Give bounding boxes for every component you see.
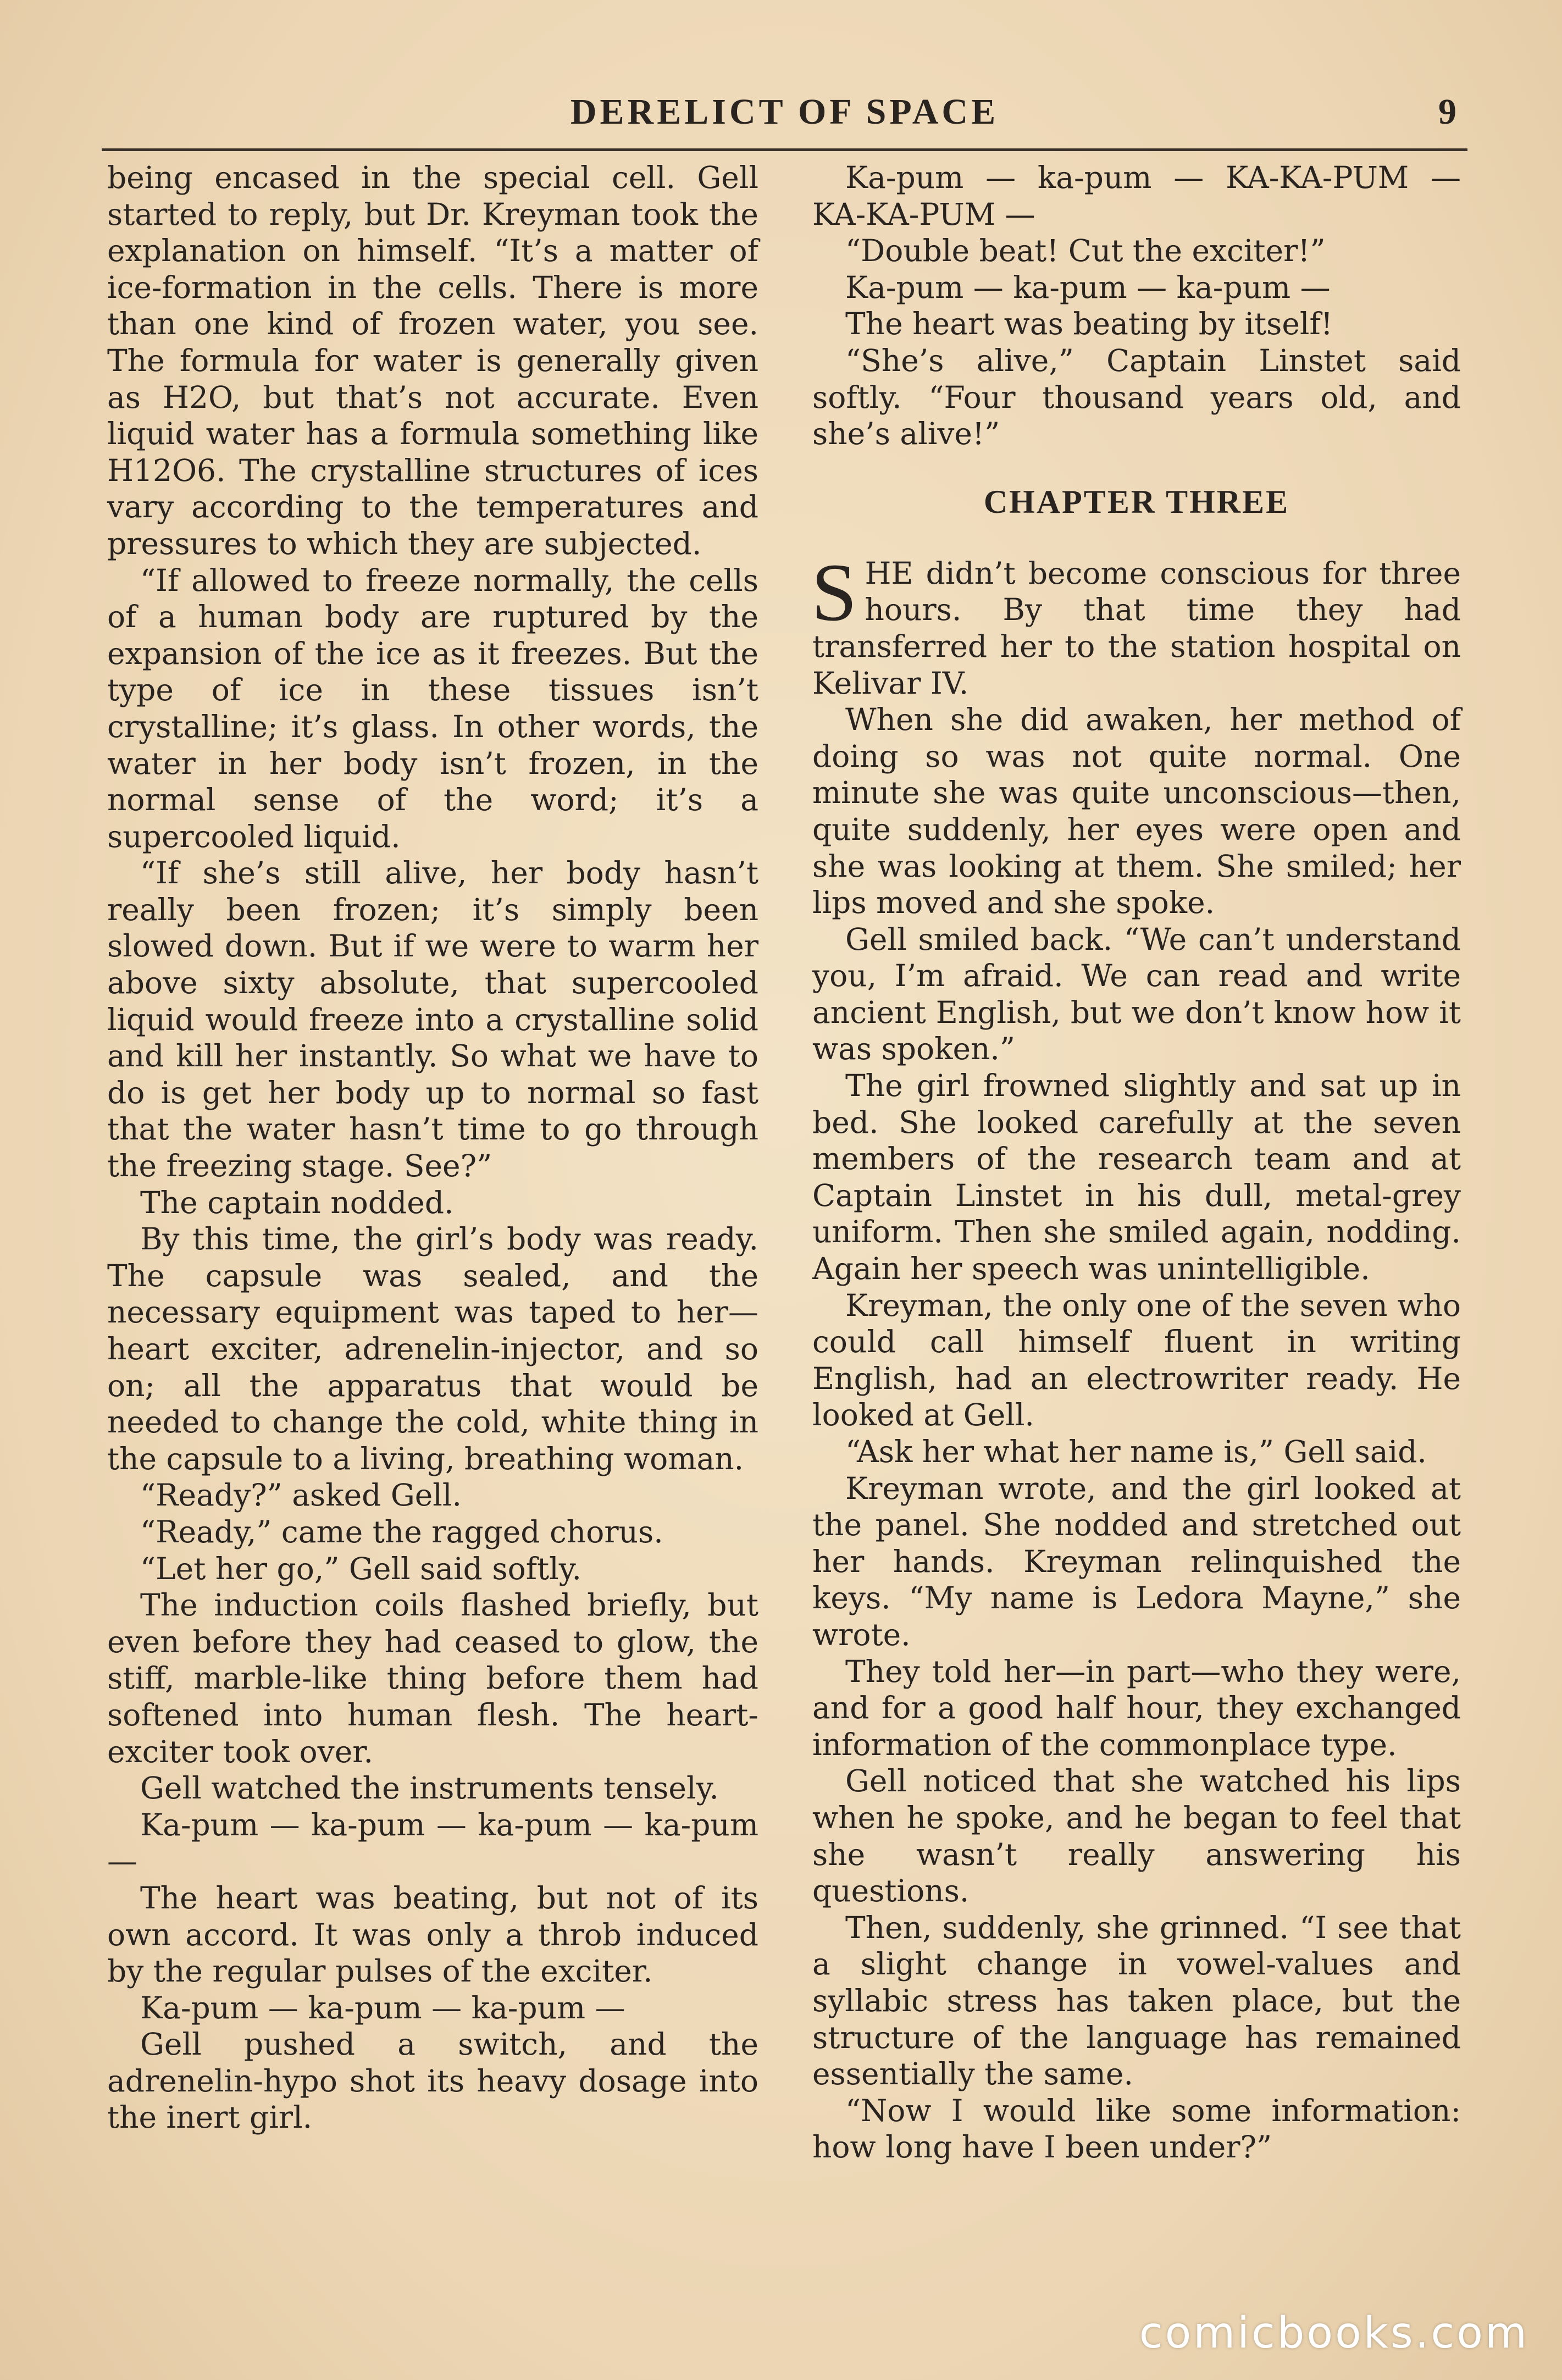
left-column: [107, 159, 758, 2136]
paragraph: Gell smiled back. “We can’t understand you, I’m afraid. We can read and write ancient English, but we don’t know how it was spoken.”: [812, 921, 1461, 1067]
paragraph: Gell watched the instruments tensely.: [140, 1770, 719, 1806]
chapter-heading: CHAPTER THREE: [983, 483, 1290, 520]
page-header: [102, 88, 1467, 151]
paragraph: Gell pushed a switch, and the adrenelin-hypo shot its heavy dosage into the inert girl.: [107, 2027, 758, 2135]
paragraph: The induction coils flashed briefly, but even before they had ceased to glow, the stiff, marble-like thing before them had softened into human flesh. The heart-exciter took over.: [107, 1587, 758, 1769]
paragraph: “Now I would like some information: how long have I been under?”: [812, 2093, 1461, 2165]
paragraph: “If allowed to freeze normally, the cells of a human body are ruptured by the expansion of the ice as it freezes. But the type of ice in these tissues isn’t crystalline; it’s glass. In other words, the water in her body isn’t frozen, in the normal sense of the word; it’s a supercooled liquid.: [107, 562, 758, 854]
paragraph: By this time, the girl’s body was ready. The capsule was sealed, and the necessary equipment was taped to her—heart exciter, adrenelin-injector, and so on; all the apparatus that would be needed to change the cold, white thing in the capsule to a living, breathing woman.: [107, 1221, 758, 1476]
paragraph: Then, suddenly, she grinned. “I see that a slight change in vowel-values and syllabic stress has taken place, but the structure of the language has remained essentially the same.: [812, 1909, 1461, 2092]
paragraph: Kreyman, the only one of the seven who could call himself fluent in writing English, had an electrowriter ready. He looked at Gell.: [812, 1287, 1461, 1433]
paragraph: Ka-pum — ka-pum — ka-pum —: [845, 269, 1331, 305]
paragraph: Ka-pum — ka-pum — ka-pum — ka-pum —: [107, 1807, 758, 1879]
paragraph: “Let her go,” Gell said softly.: [140, 1551, 582, 1586]
page-number: 9: [1438, 92, 1456, 132]
paragraph: “Double beat! Cut the exciter!”: [845, 233, 1326, 269]
paragraph: Kreyman wrote, and the girl looked at the panel. She nodded and stretched out her hands. Kreyman relinquished the keys. “My name is Ledora Mayne,” she wrote.: [812, 1470, 1461, 1652]
paragraph: The heart was beating by itself!: [845, 306, 1333, 342]
paragraph: “She’s alive,” Captain Linstet said softly. “Four thousand years old, and she’s alive!”: [812, 342, 1461, 452]
paragraph: Gell noticed that she watched his lips when he spoke, and he began to feel that she wasn’t really answering his questions.: [812, 1763, 1461, 1909]
watermark: comicbooks.com: [1139, 2309, 1529, 2358]
drop-cap: S: [811, 546, 857, 638]
paragraph: The girl frowned slightly and sat up in bed. She looked carefully at the seven members of the research team and at Captain Linstet in his dull, metal-grey uniform. Then she smiled again, nodding. Again her speech was unintelligible.: [812, 1068, 1461, 1287]
paragraph: They told her—in part—who they were, and for a good half hour, they exchanged information of the commonplace type.: [812, 1653, 1461, 1762]
paragraph: “Ready,” came the ragged chorus.: [140, 1514, 663, 1549]
paragraph: “Ask her what her name is,” Gell said.: [845, 1434, 1427, 1469]
opening-text: HE didn’t become conscious for three hours. By that time they had transferred her to the station hospital on Kelivar IV.: [812, 555, 1461, 701]
paragraph: “Ready?” asked Gell.: [140, 1477, 462, 1513]
paragraph: being encased in the special cell. Gell started to reply, but Dr. Kreyman took the explanation on himself. “It’s a matter of ice-formation in the cells. There is more than one kind of frozen water, you see. The formula for water is generally given as H2O, but that’s not accurate. Even liquid water has a formula something like H12O6. The crystalline structures of ices vary according to the temperatures and pressures to which they are subjected.: [107, 160, 758, 561]
right-column: [812, 159, 1461, 2166]
paragraph: “If she’s still alive, her body hasn’t really been frozen; it’s simply been slowed down. But if we were to warm her above sixty absolute, that supercooled liquid would freeze into a crystalline solid and kill her instantly. So what we have to do is get her body up to normal so fast that the water hasn’t time to go through the freezing stage. See?”: [107, 855, 758, 1184]
paragraph: Ka-pum — ka-pum — ka-pum —: [140, 1990, 625, 2025]
opening-paragraph: [811, 546, 1461, 701]
running-title: DERELICT OF SPACE: [570, 92, 999, 132]
paragraph: When she did awaken, her method of doing so was not quite normal. One minute she was quite unconscious—then, quite suddenly, her eyes were open and she was looking at them. She smiled; her lips moved and she spoke.: [812, 702, 1461, 921]
paragraph: Ka-pum — ka-pum — KA-KA-PUM — KA-KA-PUM —: [812, 160, 1461, 232]
paragraph: The heart was beating, but not of its own accord. It was only a throb induced by the regular pulses of the exciter.: [107, 1880, 758, 1989]
paragraph: The captain nodded.: [140, 1185, 454, 1220]
